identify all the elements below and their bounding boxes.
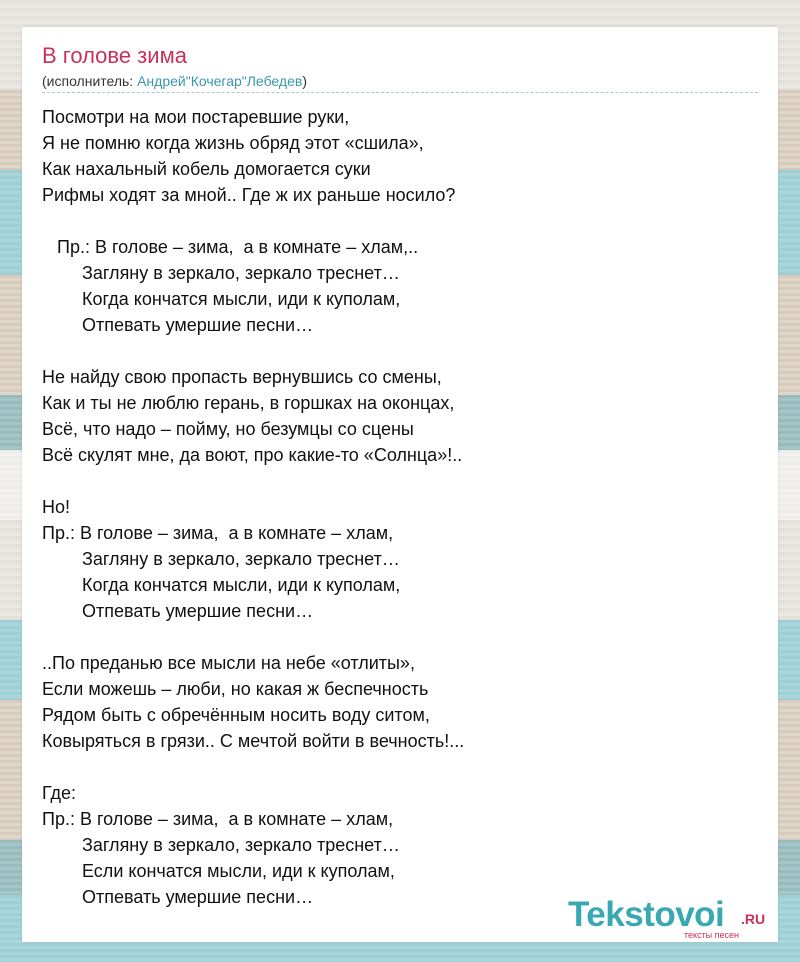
- lyric-line: Рифмы ходят за мной.. Где ж их раньше носило?: [42, 185, 456, 205]
- lyric-line: [42, 208, 464, 234]
- lyric-line: Загляну в зеркало, зеркало треснет…: [42, 835, 400, 855]
- lyric-line: Если можешь – люби, но какая ж беспечность: [42, 679, 429, 699]
- lyric-line: Всё, что надо – пойму, но безумцы со сцены: [42, 419, 414, 439]
- lyric-line: Я не помню когда жизнь обряд этот «сшила»,: [42, 133, 424, 153]
- logo-wordmark: Tekstovoi: [568, 895, 725, 934]
- lyric-line: Отпевать умершие песни…: [42, 315, 314, 335]
- lyric-line: Где:: [42, 783, 77, 803]
- logo-tagline: тексты песен: [684, 930, 740, 940]
- lyrics-text: [42, 104, 464, 910]
- lyrics-card: [22, 27, 778, 942]
- lyric-line: Пр.: В голове – зима, а в комнате – хлам,: [42, 809, 394, 829]
- lyric-line: Как нахальный кобель домогается суки: [42, 159, 371, 179]
- lyric-line: Если кончатся мысли, иди к куполам,: [42, 861, 395, 881]
- lyric-line: [42, 468, 464, 494]
- site-logo[interactable]: [568, 895, 778, 941]
- lyric-line: Ковыряться в грязи.. С мечтой войти в вечность!...: [42, 731, 465, 751]
- lyric-line: Но!: [42, 497, 71, 517]
- song-title: В голове зима: [42, 43, 187, 68]
- lyric-line: Пр.: В голове – зима, а в комнате – хлам,: [42, 523, 394, 543]
- lyric-line: Пр.: В голове – зима, а в комнате – хлам,..: [42, 237, 419, 257]
- lyric-line: Рядом быть с обречённым носить воду ситом,: [42, 705, 430, 725]
- lyric-line: Как и ты не люблю герань, в горшках на оконцах,: [42, 393, 455, 413]
- artist-line: [42, 73, 307, 89]
- lyric-line: [42, 754, 464, 780]
- lyric-line: ..По преданью все мысли на небе «отлиты»,: [42, 653, 415, 673]
- lyric-line: Загляну в зеркало, зеркало треснет…: [42, 263, 400, 283]
- title-divider: [42, 92, 758, 93]
- lyric-line: Отпевать умершие песни…: [42, 601, 314, 621]
- artist-link[interactable]: Андрей"Кочегар"Лебедев: [137, 73, 303, 89]
- artist-suffix: ): [302, 73, 307, 89]
- lyric-line: Когда кончатся мысли, иди к куполам,: [42, 289, 401, 309]
- lyric-line: Посмотри на мои постаревшие руки,: [42, 107, 350, 127]
- lyric-line: Когда кончатся мысли, иди к куполам,: [42, 575, 401, 595]
- lyric-line: Загляну в зеркало, зеркало треснет…: [42, 549, 400, 569]
- lyric-line: [42, 338, 464, 364]
- lyric-line: [42, 624, 464, 650]
- lyric-line: Отпевать умершие песни…: [42, 887, 314, 907]
- artist-prefix: (исполнитель:: [42, 73, 138, 89]
- lyric-line: Всё скулят мне, да воют, про какие-то «Солнца»!..: [42, 445, 463, 465]
- lyric-line: Не найду свою пропасть вернувшись со смены,: [42, 367, 442, 387]
- logo-domain: .RU: [741, 911, 766, 927]
